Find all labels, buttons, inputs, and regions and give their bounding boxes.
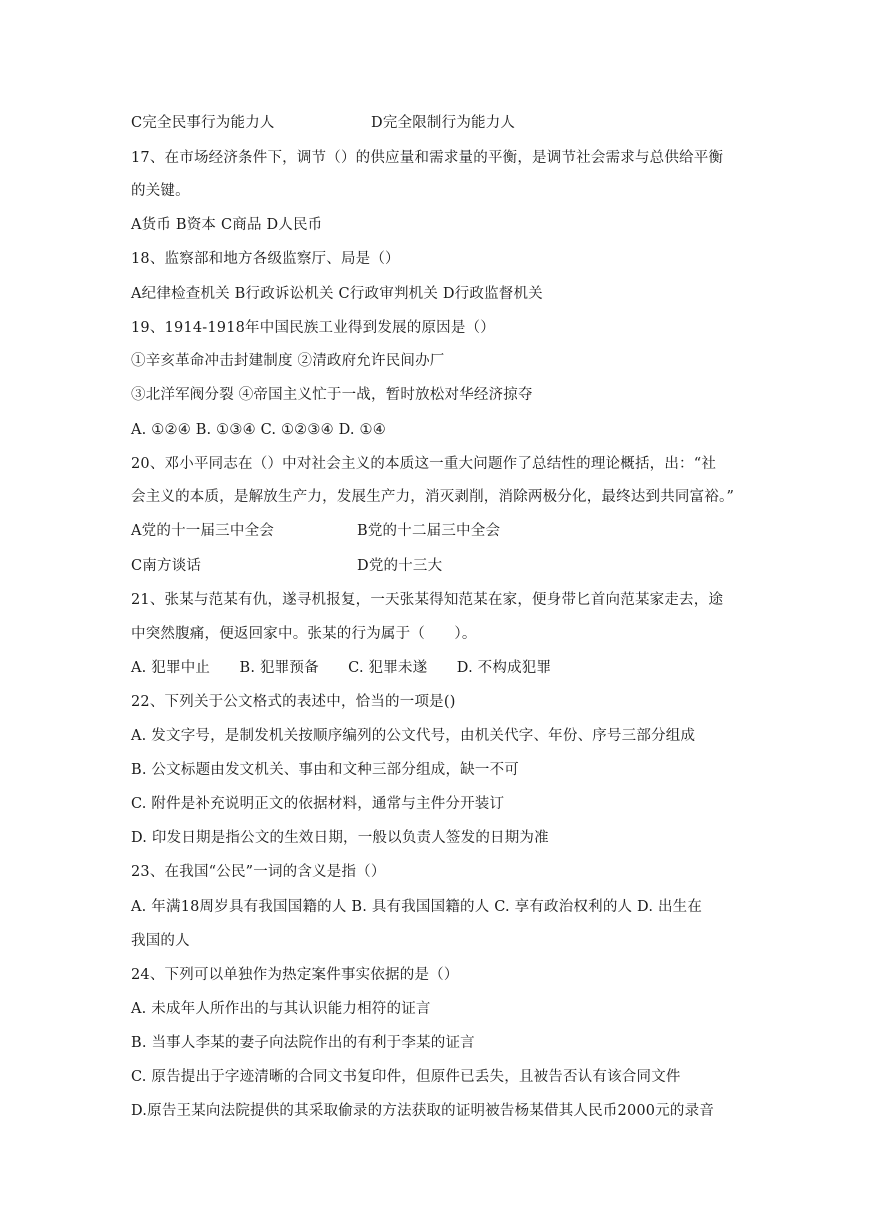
q17-stem-line2: 的关键。 bbox=[131, 183, 190, 199]
q24-option-b: B. 当事人李某的妻子向法院作出的有利于李某的证言 bbox=[131, 1035, 475, 1051]
q23-options-line2: 我国的人 bbox=[131, 933, 190, 949]
q19-items-line1: ①辛亥革命冲击封建制度 ②清政府允许民间办厂 bbox=[131, 353, 445, 369]
q22-option-a: A. 发文字号，是制发机关按顺序编列的公文代号，由机关代字、年份、序号三部分组成 bbox=[131, 728, 696, 744]
q22-stem: 22、下列关于公文格式的表述中，恰当的一项是() bbox=[131, 694, 456, 710]
q23-stem: 23、在我国“公民”一词的含义是指（） bbox=[131, 864, 386, 880]
q20-options-row2 bbox=[131, 556, 751, 576]
q20-options-row1 bbox=[131, 521, 751, 541]
q21-stem-line1: 21、张某与范某有仇，遂寻机报复，一天张某得知范某在家，便身带匕首向范某家走去，途 bbox=[131, 592, 724, 608]
q24-option-c: C. 原告提出于字迹清晰的合同文书复印件，但原件已丢失，且被告否认有该合同文件 bbox=[131, 1069, 681, 1085]
q21-stem-line2: 中突然腹痛，便返回家中。张某的行为属于（ ）。 bbox=[131, 626, 477, 642]
q20-option-c: C南方谈话 bbox=[131, 558, 202, 574]
q21-options: A. 犯罪中止 B. 犯罪预备 C. 犯罪未遂 D. 不构成犯罪 bbox=[131, 660, 552, 676]
q24-option-a: A. 未成年人所作出的与其认识能力相符的证言 bbox=[131, 1001, 431, 1017]
q23-options-line1: A. 年满18周岁具有我国国籍的人 B. 具有我国国籍的人 C. 享有政治权利的人 D. 出生在 bbox=[131, 899, 703, 915]
q19-items-line2: ③北洋军阀分裂 ④帝国主义忙于一战，暂时放松对华经济掠夺 bbox=[131, 387, 533, 403]
q20-stem-line2: 会主义的本质，是解放生产力，发展生产力，消灭剥削，消除两极分化，最终达到共同富裕。” bbox=[131, 489, 735, 505]
q18-options: A纪律检查机关 B行政诉讼机关 C行政审判机关 D行政监督机关 bbox=[131, 286, 543, 302]
q22-option-b: B. 公文标题由发文机关、事由和文种三部分组成，缺一不可 bbox=[131, 762, 519, 778]
q22-option-d: D. 印发日期是指公文的生效日期，一般以负责人签发的日期为准 bbox=[131, 830, 549, 846]
q17-stem-line1: 17、在市场经济条件下，调节（）的供应量和需求量的平衡，是调节社会需求与总供给平衡 bbox=[131, 150, 724, 166]
q20-stem-line1: 20、邓小平同志在（）中对社会主义的本质这一重大问题作了总结性的理论概括，出：“社 bbox=[131, 456, 717, 472]
q20-option-a: A党的十一届三中全会 bbox=[131, 523, 274, 539]
q19-options: A. ①②④ B. ①③④ C. ①②③④ D. ①④ bbox=[131, 422, 386, 438]
q16-option-c: C完全民事行为能力人 bbox=[131, 115, 275, 131]
q16-options-row bbox=[131, 113, 751, 133]
q22-option-c: C. 附件是补充说明正文的依据材料，通常与主件分开装订 bbox=[131, 796, 505, 812]
q24-stem: 24、下列可以单独作为热定案件事实依据的是（） bbox=[131, 967, 459, 983]
q20-option-b: B党的十二届三中全会 bbox=[357, 523, 501, 539]
q20-option-d: D党的十三大 bbox=[357, 558, 443, 574]
q17-options: A货币 B资本 C商品 D人民币 bbox=[131, 217, 323, 233]
q18-stem: 18、监察部和地方各级监察厅、局是（） bbox=[131, 251, 400, 267]
q24-option-d: D.原告王某向法院提供的其采取偷录的方法获取的证明被告杨某借其人民币2000元的录音 bbox=[131, 1103, 715, 1119]
q19-stem: 19、1914-1918年中国民族工业得到发展的原因是（） bbox=[131, 320, 495, 336]
q16-option-d: D完全限制行为能力人 bbox=[371, 115, 516, 131]
